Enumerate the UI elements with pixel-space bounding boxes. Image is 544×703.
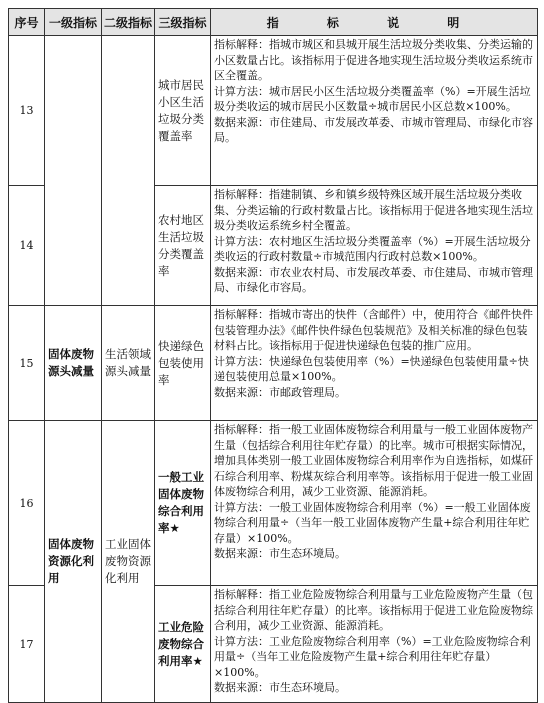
row-number: 13 bbox=[9, 36, 45, 186]
level1-cell: 固体废物源头减量 bbox=[45, 306, 102, 421]
description-cell bbox=[211, 36, 538, 186]
description-line: 指标解释：指城市城区和县城开展生活垃圾分类收集、分类运输的小区数量占比。该指标用于促进各地实现生活垃圾分类收运系统市区全覆盖。 bbox=[214, 38, 533, 82]
description-cell bbox=[211, 586, 538, 703]
table-row bbox=[9, 421, 538, 586]
description-line: 数据来源：市生态环境局。 bbox=[214, 547, 346, 560]
header-row bbox=[9, 9, 538, 36]
header-level3: 三级指标 bbox=[155, 9, 211, 36]
row-number: 17 bbox=[9, 586, 45, 703]
level2-cell: 生活领域源头减量 bbox=[102, 306, 155, 421]
description-line: 指标解释：指城市寄出的快件（含邮件）中，使用符合《邮件快件包装管理办法》《邮件快件绿色包装规范》及相关标准的绿色包装材料占比。该指标用于促进快递绿色包装的推广应用。 bbox=[214, 308, 533, 352]
description-line: 指标解释：指工业危险废物综合利用量与工业危险废物产生量（包括综合利用往年贮存量）的比率。该指标用于促进工业危险废物综合利用，减少工业资源、能源消耗。 bbox=[214, 588, 533, 632]
description-line: 指标解释：指一般工业固体废物综合利用量与一般工业固体废物产生量（包括综合利用往年贮存量）的比率。城市可根据实际情况，增加具体类别一般工业固体废物综合利用率作为自选指标，如煤矸石综合利用率、粉煤灰综合利用率等。该指标用于促进一般工业固体废物综合利用，减少工业资源、能源消耗。 bbox=[214, 423, 533, 498]
table-row bbox=[9, 306, 538, 421]
description-line: 计算方法：城市居民小区生活垃圾分类覆盖率（%）=开展生活垃圾分类收运的城市居民小区数量÷城市居民小区总数×100%。 bbox=[214, 84, 531, 113]
description-line: 计算方法：快递绿色包装使用率（%）=快递绿色包装使用量÷快递包装使用总量×100%。 bbox=[214, 354, 529, 383]
level1-cell bbox=[45, 36, 102, 306]
description-cell bbox=[211, 186, 538, 306]
level2-cell bbox=[102, 36, 155, 306]
description-line: 数据来源：市邮政管理局。 bbox=[214, 385, 346, 399]
level3-cell: 城市居民小区生活垃圾分类覆盖率 bbox=[155, 36, 211, 186]
header-no: 序号 bbox=[9, 9, 45, 36]
description-cell bbox=[211, 306, 538, 421]
row-number: 15 bbox=[9, 306, 45, 421]
header-level2: 二级指标 bbox=[102, 9, 155, 36]
level3-cell: 工业危险废物综合利用率★ bbox=[155, 586, 211, 703]
indicator-table bbox=[8, 8, 538, 703]
header-level1: 一级指标 bbox=[45, 9, 102, 36]
description-line: 数据来源：市农业农村局、市发展改革委、市住建局、市城市管理局、市绿化市容局。 bbox=[214, 265, 533, 294]
level2-cell: 工业固体废物资源化利用 bbox=[102, 421, 155, 703]
header-desc: 指 标 说 明 bbox=[211, 9, 538, 36]
level1-cell: 固体废物资源化利用 bbox=[45, 421, 102, 703]
table-row bbox=[9, 36, 538, 186]
description-line: 数据来源：市生态环境局。 bbox=[214, 681, 346, 694]
level3-cell: 农村地区生活垃圾分类覆盖率 bbox=[155, 186, 211, 306]
description-line: 数据来源：市住建局、市发展改革委、市城市管理局、市绿化市容局。 bbox=[214, 115, 533, 144]
description-line: 指标解释：指建制镇、乡和镇乡级特殊区域开展生活垃圾分类收集、分类运输的行政村数量占比。该指标用于促进各地实现生活垃圾分类收运系统乡村全覆盖。 bbox=[214, 188, 533, 232]
level3-cell: 一般工业固体废物综合利用率★ bbox=[155, 421, 211, 586]
description-line: 计算方法：农村地区生活垃圾分类覆盖率（%）=开展生活垃圾分类收运的行政村数量÷市城范围内行政村总数×100%。 bbox=[214, 234, 531, 263]
row-number: 14 bbox=[9, 186, 45, 306]
description-line: 计算方法：一般工业固体废物综合利用率（%）=一般工业固体废物综合利用量÷（当年一般工业固体废物产生量+综合利用往年贮存量）×100%。 bbox=[214, 500, 531, 545]
level3-cell: 快递绿色包装使用率 bbox=[155, 306, 211, 421]
row-number: 16 bbox=[9, 421, 45, 586]
description-cell bbox=[211, 421, 538, 586]
description-line: 计算方法：工业危险废物综合利用率（%）=工业危险废物综合利用量÷（当年工业危险废物产生量+综合利用往年贮存量）×100%。 bbox=[214, 634, 531, 679]
